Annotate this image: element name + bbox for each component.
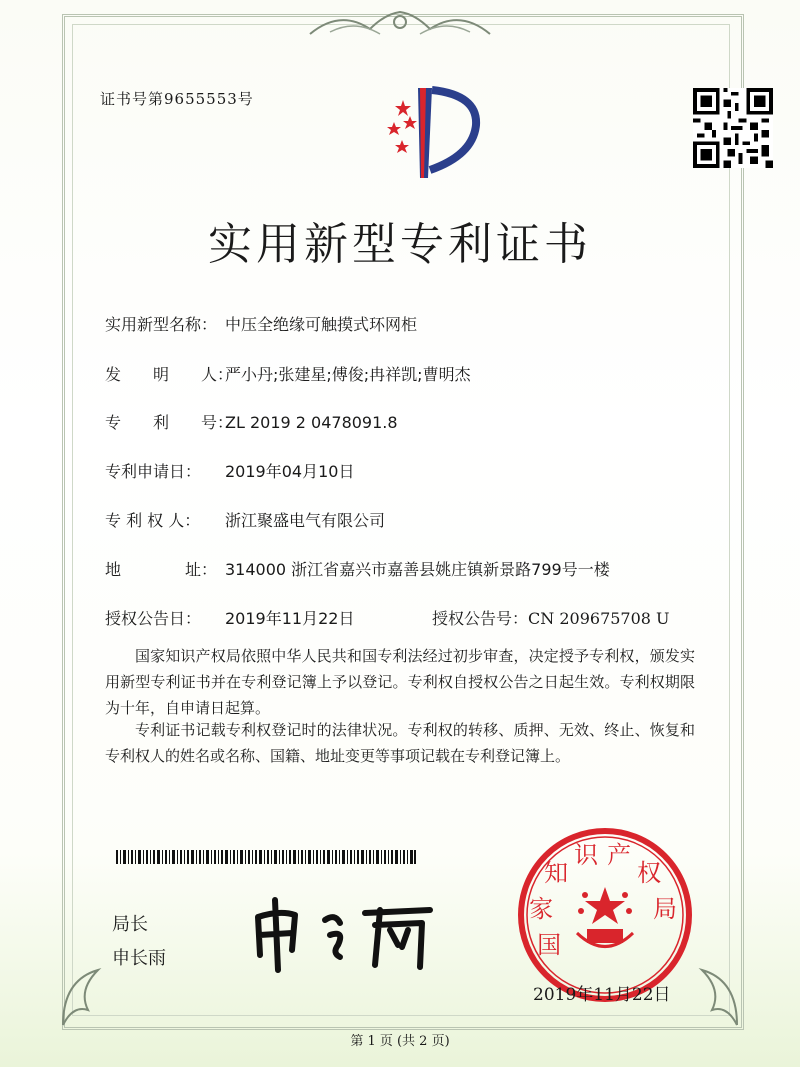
field-value: ZL 2019 2 0478091.8 bbox=[225, 413, 398, 432]
field-label: 授权公告日： bbox=[105, 609, 202, 628]
field-value: 中压全绝缘可触摸式环网柜 bbox=[225, 315, 418, 334]
field-value: 浙江聚盛电气有限公司 bbox=[225, 511, 386, 530]
paragraph-legal-status: 专利证书记载专利权登记时的法律状况。专利权的转移、质押、无效、终止、恢复和专利权人的姓名或名称、国籍、地址变更等事项记载在专利登记簿上。 bbox=[105, 721, 695, 765]
official-seal-icon bbox=[515, 825, 695, 1005]
field-value: 2019年11月22日 bbox=[225, 609, 355, 628]
field-label: 发 明 人： bbox=[105, 365, 234, 384]
director-name: 申长雨 bbox=[112, 948, 166, 969]
bottom-left-ornament-icon bbox=[58, 960, 118, 1030]
page-number: 第 1 页 (共 2 页) bbox=[350, 1034, 450, 1049]
certificate-title: 实用新型专利证书 bbox=[208, 219, 592, 270]
cnipa-emblem-icon bbox=[358, 80, 498, 180]
top-ornament-icon bbox=[300, 4, 500, 44]
field-grant-date bbox=[105, 606, 354, 629]
certificate-number: 证书号第9655553号 bbox=[100, 90, 254, 108]
barcode-icon bbox=[116, 850, 416, 864]
svg-text:国 家 知 识: 国 家 知 识 产 权 局 bbox=[529, 841, 677, 959]
field-utility-model-name bbox=[105, 312, 417, 335]
field-label: 专 利 权 人： bbox=[105, 511, 201, 530]
paragraph-grant-statement: 国家知识产权局依照中华人民共和国专利法经过初步审查，决定授予专利权，颁发实用新型专利证书并在专利登记簿上予以登记。专利权自授权公告之日起生效。专利权期限为十年，自申请日起算。 bbox=[105, 647, 695, 717]
field-patentee bbox=[105, 508, 385, 531]
field-label: 专 利 号： bbox=[105, 413, 234, 432]
field-value: 314000 浙江省嘉兴市嘉善县姚庄镇新景路799号一楼 bbox=[225, 560, 610, 579]
field-value: 2019年04月10日 bbox=[225, 462, 355, 481]
field-label: 实用新型名称： bbox=[105, 315, 218, 334]
qr-code-icon bbox=[693, 88, 773, 168]
seal-date: 2019年11月22日 bbox=[533, 985, 671, 1005]
field-value: 严小丹;张建星;傅俊;冉祥凯;曹明杰 bbox=[225, 365, 471, 384]
field-label: 授权公告号： bbox=[432, 609, 529, 628]
field-patent-number bbox=[105, 410, 398, 433]
director-title: 局长 bbox=[112, 914, 148, 935]
field-address bbox=[105, 557, 610, 580]
director-signature-icon bbox=[240, 895, 440, 975]
field-label: 专利申请日： bbox=[105, 462, 202, 481]
field-application-date bbox=[105, 459, 354, 482]
field-label: 地 址： bbox=[105, 560, 218, 579]
field-inventor bbox=[105, 362, 471, 385]
field-grant-number bbox=[432, 606, 670, 629]
field-value: CN 209675708 U bbox=[528, 609, 670, 628]
